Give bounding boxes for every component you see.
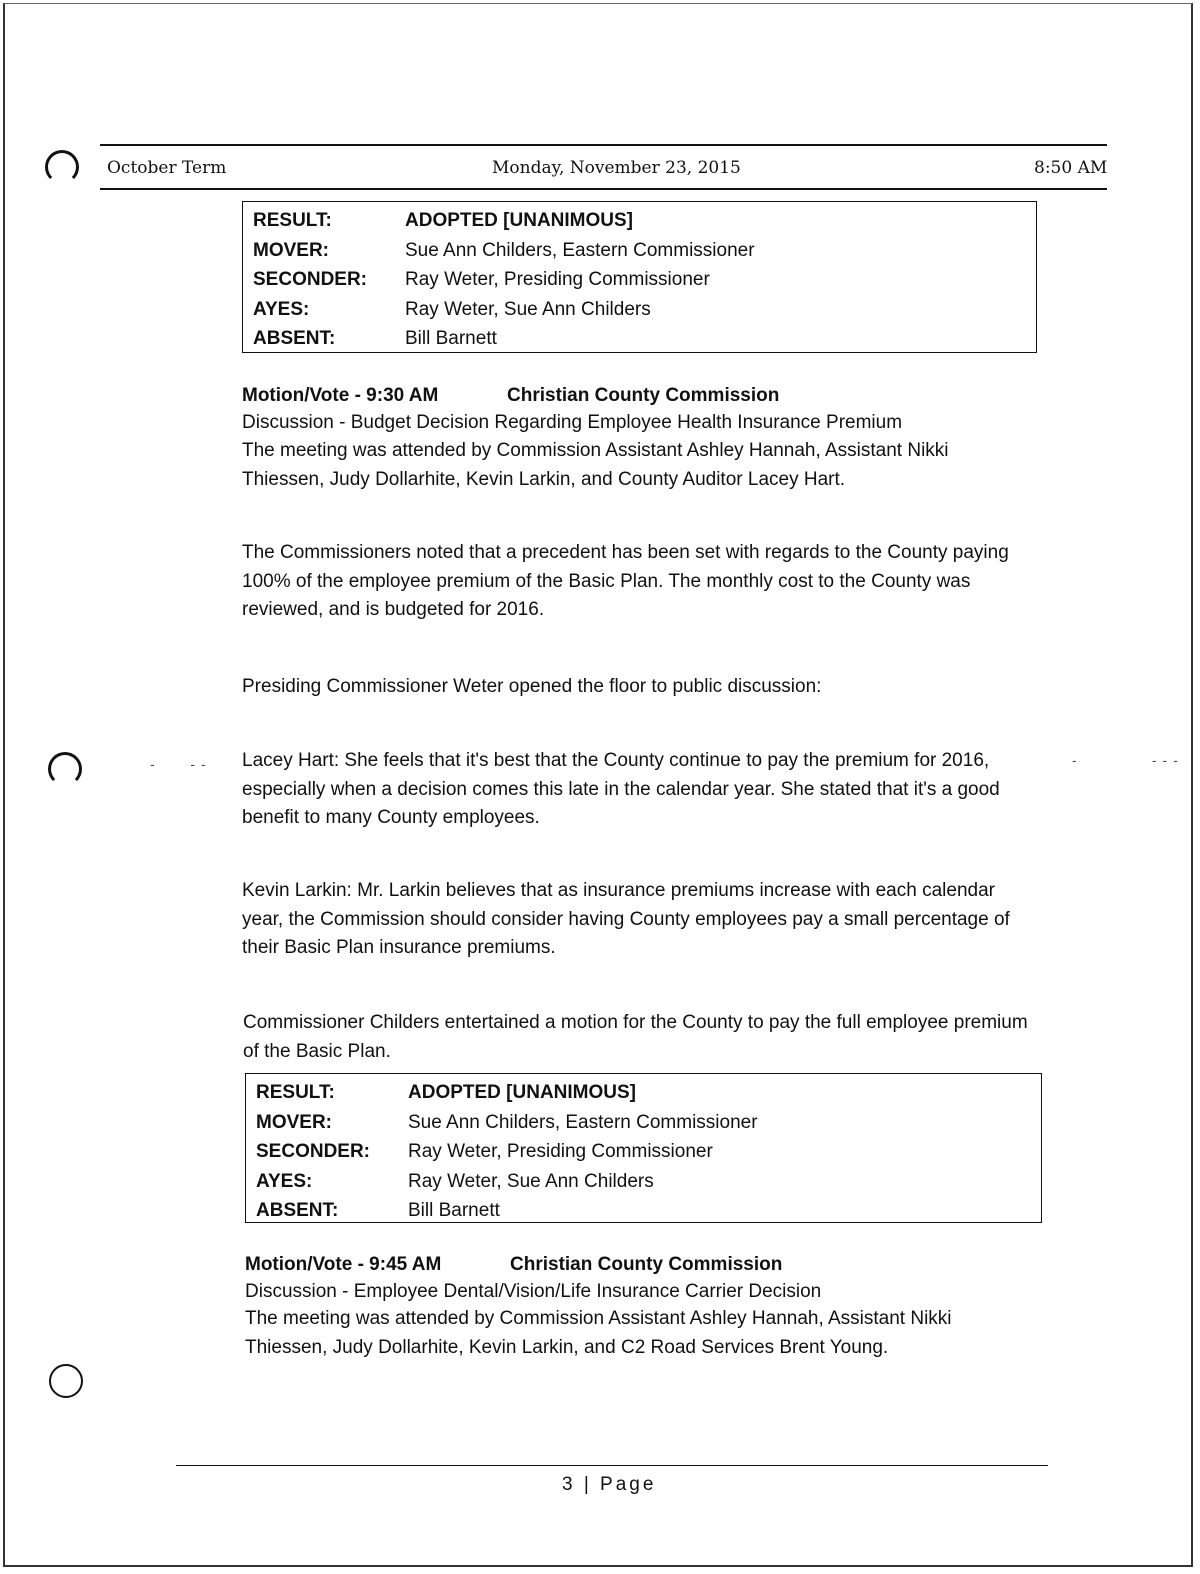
motion-attendance: The meeting was attended by Commission Assistant Ashley Hannah, Assistant Nikki Thiessen, Judy Dollarhite, Kevin Larkin, and County Auditor Lacey Hart. xyxy=(242,440,949,490)
vote-value: ADOPTED [UNANIMOUS] xyxy=(408,1082,636,1103)
vote-label: AYES: xyxy=(256,1170,313,1192)
vote-label: RESULT: xyxy=(256,1082,335,1103)
paragraph: Lacey Hart: She feels that it's best that the County continue to pay the premium for 2016, especially when a decision comes this late in the calendar year. She stated that it's a good benefit to many County employees. xyxy=(242,750,1000,828)
vote-row-mover xyxy=(253,236,1036,266)
vote-value: Ray Weter, Presiding Commissioner xyxy=(405,269,710,290)
vote-value: ADOPTED [UNANIMOUS] xyxy=(405,210,633,231)
scan-mark: - --- xyxy=(1072,752,1184,768)
vote-result-box xyxy=(245,1073,1042,1223)
vote-row-result xyxy=(256,1078,1041,1108)
motion-heading xyxy=(245,1254,783,1276)
paragraph: Commissioner Childers entertained a motion for the County to pay the full employee premium of the Basic Plan. xyxy=(243,1012,1028,1062)
vote-row-ayes xyxy=(256,1167,1041,1197)
header-time: 8:50 AM xyxy=(1034,158,1108,178)
vote-result-box xyxy=(242,201,1037,353)
motion-time: Motion/Vote - 9:30 AM xyxy=(242,385,439,406)
footer-rule xyxy=(176,1465,1048,1466)
motion-discussion: Discussion - Employee Dental/Vision/Life Insurance Carrier Decision xyxy=(245,1281,822,1302)
vote-value: Sue Ann Childers, Eastern Commissioner xyxy=(405,239,755,261)
vote-label: RESULT: xyxy=(253,210,332,231)
vote-label: SECONDER: xyxy=(253,269,368,290)
punch-hole-icon xyxy=(48,752,82,786)
vote-row-mover xyxy=(256,1108,1041,1138)
vote-label: SECONDER: xyxy=(256,1141,371,1162)
scan-mark: - -- xyxy=(150,756,212,772)
paragraph: Presiding Commissioner Weter opened the floor to public discussion: xyxy=(242,676,822,697)
vote-value: Bill Barnett xyxy=(408,1200,500,1221)
vote-label: ABSENT: xyxy=(256,1200,339,1221)
vote-row-seconder xyxy=(256,1137,1041,1167)
vote-row-absent xyxy=(256,1196,1041,1226)
vote-row-result xyxy=(253,206,1036,236)
header-bottom-rule xyxy=(100,188,1107,190)
page-number: 3 | Page xyxy=(562,1474,657,1495)
vote-row-ayes xyxy=(253,295,1036,325)
motion-org: Christian County Commission xyxy=(510,1254,783,1275)
vote-value: Sue Ann Childers, Eastern Commissioner xyxy=(408,1111,758,1133)
vote-row-seconder xyxy=(253,265,1036,295)
motion-heading xyxy=(242,385,780,407)
motion-attendance: The meeting was attended by Commission Assistant Ashley Hannah, Assistant Nikki Thiessen, Judy Dollarhite, Kevin Larkin, and C2 Road Services Brent Young. xyxy=(245,1308,952,1358)
vote-label: MOVER: xyxy=(253,239,329,261)
vote-value: Ray Weter, Presiding Commissioner xyxy=(408,1141,713,1162)
header-term: October Term xyxy=(107,158,227,178)
vote-label: ABSENT: xyxy=(253,328,336,349)
vote-label: AYES: xyxy=(253,298,310,320)
punch-hole-icon xyxy=(49,1364,83,1398)
vote-label: MOVER: xyxy=(256,1111,332,1133)
vote-value: Bill Barnett xyxy=(405,328,497,349)
header-date: Monday, November 23, 2015 xyxy=(492,158,741,178)
vote-row-absent xyxy=(253,324,1036,354)
vote-value: Ray Weter, Sue Ann Childers xyxy=(405,298,651,320)
motion-org: Christian County Commission xyxy=(507,385,780,406)
header-top-rule xyxy=(100,144,1107,146)
motion-time: Motion/Vote - 9:45 AM xyxy=(245,1254,442,1275)
paragraph: Kevin Larkin: Mr. Larkin believes that as insurance premiums increase with each calendar year, the Commission should consider having County employees pay a small percentage of their Basic Plan insurance premiums. xyxy=(242,880,1010,958)
paragraph: The Commissioners noted that a precedent has been set with regards to the County paying 100% of the employee premium of the Basic Plan. The monthly cost to the County was reviewed, and is budgeted for 2016. xyxy=(242,542,1009,620)
punch-hole-icon xyxy=(45,150,79,184)
motion-discussion: Discussion - Budget Decision Regarding Employee Health Insurance Premium xyxy=(242,412,903,433)
vote-value: Ray Weter, Sue Ann Childers xyxy=(408,1170,654,1192)
